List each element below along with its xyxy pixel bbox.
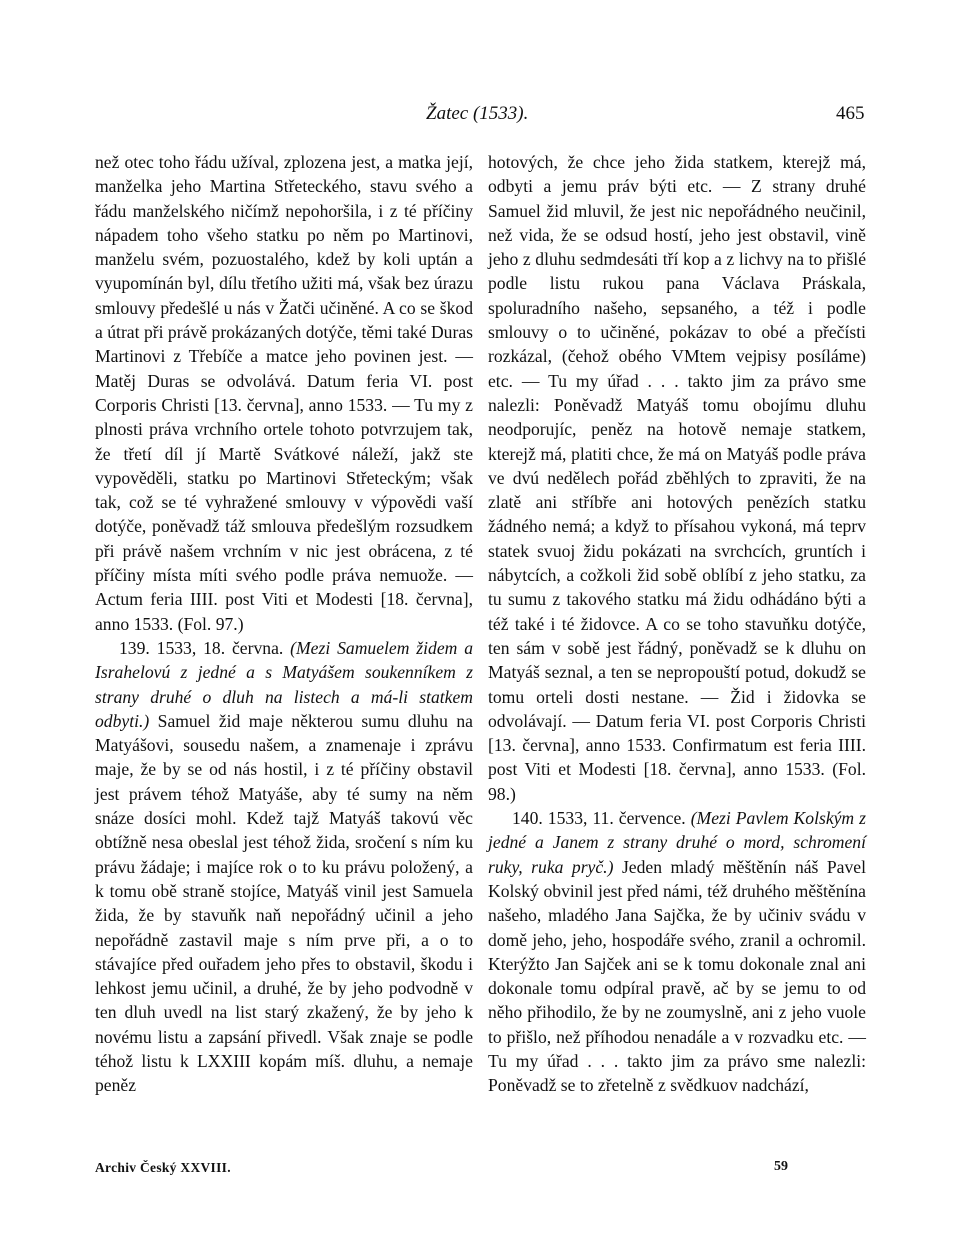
left-column <box>95 150 473 1098</box>
running-header-title: Žatec (1533). <box>426 103 529 124</box>
entry-body: Samuel žid maje některou sumu dluhu na Matyášovi, sousedu našem, a znamenaje i zprávu maje, že by se od nás hostil, i z té příčiny obstavil jest právem téhož Matyáše, aby té sumy na něm snáze dosíci mohl. Kdež tajž Matyáš takovú věc obtížně nesa obeslal jest téhož žida, sročení s ním ku právu žádaje; i majíce rok o to ku právu položený, a k tomu obě straně stojíce, Matyáš vinil jest Samuela žida, že by stavuňk naň nepořádný učinil a jeho nepořádně zastavil maje s ním prve při, a o to stávajíce před ouřadem jeho přes to obstavil, škodu i lehkost jemu učinil, a druhé, že by jeho podvodně v ten dluh uvedl na list starý zkažený, že by jeho k novému listu a zapsání přivedl. Však znaje se podle téhož listu k LXXIII kopám míš. dluhu, a nemaje peněz <box>95 710 473 1096</box>
paragraph: hotových, že chce jeho žida statkem, kterejž má, odbyti a jemu práv býti etc. — Z strany druhé Samuel žid mluvil, že jest nic nepořádného neučinil, než vida, že se odsud hostí, jeho jest obstavil, vině jeho z dluhu sedmdesáti tří kop a z lichvy na to přišlé podle listu rukou pana Václava Práskala, spoluradního našeho, sepsaného, a též i podle smlouvy o to učiněné, pokázav to obé a přečísti rozkázal, (čehož obého VMtem vejpisy posíláme) etc. — Tu my úřad . . . takto jim za právo sme nalezli: Poněvadž Matyáš tomu obojímu dluhu neodporujíc, peněz na hotově nemaje statkem, kterejž má, platiti chce, že má on Matyáš podle práva ve dvú nedělech pořád zběhlých to zpraviti, že na zlatě ani stříbře ani hotových penězích statku žádného nemá; a když to přísahou vykoná, má teprv statek svuoj židu pokázati na svrchcích, gruntích i nábytcích, a cožkoli žid sobě oblíbí z jeho statku, za tu sumu z takového statku má židu odhádáno býti a též také i té židovce. A co se toho stavuňku dotýče, ten sám v sobě jest řádný, poněvadž se k dluhu on Matyáš seznal, a ten se nepropouští potud, dokudž se tomu orteli dosti nestane. — Žid i židovka se odvolávají. — Datum feria VI. post Corporis Christi [13. června], anno 1533. Confirmatum est feria IIII. post Viti et Modesti [18. června], anno 1533. (Fol. 98.) <box>488 152 866 804</box>
entry-140 <box>488 806 866 1098</box>
footer-sheet-number: 59 <box>774 1159 788 1174</box>
entry-summary: (Mezi Pavlem Kolským z jedné a Janem z strany druhé o mord, schromení ruky, ruka pryč.) <box>488 808 867 877</box>
entry-139 <box>95 636 473 1098</box>
entry-body: Jeden mladý měštěnín náš Pavel Kolský obvinil jest před námi, též druhého měštěnína našeho, mladého Jana Sajčka, že by učiniv svádu v domě jeho, jeho, hospodáře svého, zranil a ochromil. Kterýžto Jan Sajček ani se k tomu dokonale znal ani dokonale tomu odpíral pravě, ač by se jemu to od něho přihodilo, že by ne zoumyslně, ani z jeho vuole to přišlo, než příhodou nenadále a v rozvadku etc. — Tu my úřad . . . takto jim za právo sme nalezli: Poněvadž se to zřetelně z svědkuov nadchází, <box>488 856 866 1096</box>
footer-signature: Archiv Český XXVIII. <box>95 1160 231 1175</box>
page-number: 465 <box>836 103 865 124</box>
entry-summary: (Mezi Samuelem židem a Israhelovú z jedné a s Matyášem soukenníkem z strany druhé o dluh na listech a má-li statkem odbyti.) <box>95 637 474 731</box>
right-column <box>488 150 866 1098</box>
paragraph: než otec toho řádu užíval, zplozena jest, a matka její, manželka jeho Martina Střeteckého, stavu svého a řádu manželského ničímž nepohoršila, i z té příčiny nápadem toho všeho statku po něm po Martinovi, manželu svém, pozuostalého, kdež by koli uptán a vyupomínán byl, dílu třetího užiti má, však bez úrazu smlouvy předešlé u nás v Žatči učiněné. A co se škod a útrat při právě prokázaných dotýče, těmi také Duras Martinovi z Třebíče a matce jeho povinen jest. — Matěj Duras se odvolává. Datum feria VI. post Corporis Christi [13. června], anno 1533. — Tu my z plnosti práva vrchního ortele tohoto potvrzujem tak, že třetí díl jí Martě Svátkové náleží, jakž ste vypověděli, statku po Martinovi Střeteckým; však tak, což se té vyhražené smlouvy v výpovědi vaší dotýče, poněvadž táž smlouva předešlým rozsudkem při právě našem vrchním v nic jest obrácena, z té příčiny místa míti svého podle práva nemuože. — Actum feria IIII. post Viti et Modesti [18. června], anno 1533. (Fol. 97.) <box>95 152 473 634</box>
entry-heading: 140. 1533, 11. července. <box>512 808 686 829</box>
entry-heading: 139. 1533, 18. června. <box>119 637 284 658</box>
